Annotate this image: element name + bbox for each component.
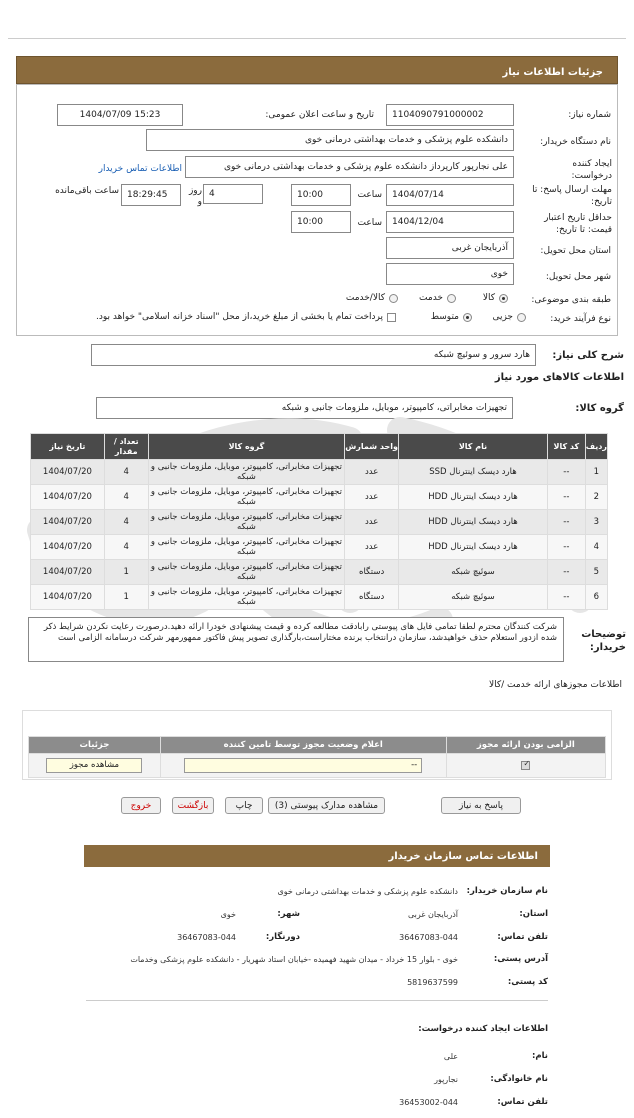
fax-value: 36467083-044 xyxy=(177,933,236,942)
postal-value: 5819637599 xyxy=(407,978,458,987)
row-number-cell: 1 xyxy=(585,460,607,485)
quantity-cell: 4 xyxy=(104,460,148,485)
summary-label: شرح کلی نیاز: xyxy=(552,350,624,361)
radio-icon[interactable] xyxy=(389,294,398,303)
creator-label: ایجاد کننده درخواست: xyxy=(571,159,612,181)
table-row xyxy=(31,535,608,560)
deadline-label: مهلت ارسال پاسخ: تا تاریخ: xyxy=(532,185,612,207)
deadline-time-field: 10:00 xyxy=(291,184,351,206)
creator-info-title: اطلاعات ایجاد کننده درخواست: xyxy=(418,1024,548,1034)
postal-label: کد پستی: xyxy=(507,977,548,987)
buyer-contact-link[interactable]: اطلاعات تماس خریدار xyxy=(98,164,182,174)
group-cell: تجهیزات مخابراتی، کامپیوتر، موبایل، ملزومات جانبی و شبکه xyxy=(148,460,345,485)
col-unit: واحد شمارش xyxy=(345,434,399,460)
quantity-cell: 1 xyxy=(104,560,148,585)
col-code: کد کالا xyxy=(547,434,585,460)
contact-title: اطلاعات تماس سازمان خریدار xyxy=(84,845,550,867)
need-date-cell: 1404/07/20 xyxy=(31,560,105,585)
name-value: علی xyxy=(443,1052,458,1061)
col-name: نام کالا xyxy=(399,434,548,460)
deadline-time-label: ساعت xyxy=(357,190,382,200)
col-date: تاریخ نیاز xyxy=(31,434,105,460)
need-date-cell: 1404/07/20 xyxy=(31,485,105,510)
province-contact-value: آذربایجان غربی xyxy=(407,910,458,919)
validity-label: حداقل تاریخ اعتبار قیمت: تا تاریخ: xyxy=(544,213,612,235)
view-permit-button[interactable]: مشاهده مجوز xyxy=(46,758,142,773)
creator-phone-value: 36453002-044 xyxy=(399,1098,458,1107)
quantity-cell: 1 xyxy=(104,585,148,610)
process-option-medium[interactable]: متوسط xyxy=(431,312,472,322)
quantity-cell: 4 xyxy=(104,485,148,510)
checkbox-icon[interactable] xyxy=(387,313,396,322)
table-row xyxy=(31,560,608,585)
group-cell: تجهیزات مخابراتی، کامپیوتر، موبایل، ملزومات جانبی و شبکه xyxy=(148,535,345,560)
address-value: خوی - بلوار 15 خرداد - میدان شهید فهمیده -خیابان استاد شهریار - دانشکده علوم پزشکی وخدمات xyxy=(130,955,458,964)
exit-button[interactable]: خروج xyxy=(121,797,161,814)
category-option-goods[interactable]: کالا xyxy=(483,293,508,303)
row-number-cell: 5 xyxy=(585,560,607,585)
back-button[interactable]: بازگشت xyxy=(172,797,214,814)
fax-label: دورنگار: xyxy=(265,932,300,942)
remaining-label: ساعت باقی‌مانده xyxy=(55,186,119,196)
row-number-cell: 3 xyxy=(585,510,607,535)
col-group: گروه کالا xyxy=(148,434,345,460)
announce-label: تاریخ و ساعت اعلان عمومی: xyxy=(265,110,374,120)
group-cell: تجهیزات مخابراتی، کامپیوتر، موبایل، ملزومات جانبی و شبکه xyxy=(148,485,345,510)
permits-col-details: جزئیات xyxy=(29,737,161,754)
org-value: دانشکده علوم پزشکی و خدمات بهداشتی درمانی خوی xyxy=(277,887,458,896)
creator-phone-label: تلفن تماس: xyxy=(497,1097,548,1107)
item-name-cell: سوئیچ شبکه xyxy=(399,585,548,610)
permits-table xyxy=(28,736,606,778)
row-number-cell: 4 xyxy=(585,535,607,560)
city-contact-label: شهر: xyxy=(277,909,300,919)
unit-cell: عدد xyxy=(345,535,399,560)
city-field: خوی xyxy=(386,263,514,285)
quantity-cell: 4 xyxy=(104,535,148,560)
item-code-cell: -- xyxy=(547,585,585,610)
city-contact-value: خوی xyxy=(220,910,236,919)
radio-selected-icon[interactable] xyxy=(499,294,508,303)
table-header-row xyxy=(31,434,608,460)
item-code-cell: -- xyxy=(547,510,585,535)
goods-group-label: گروه کالا: xyxy=(575,403,624,414)
unit-cell: عدد xyxy=(345,460,399,485)
item-code-cell: -- xyxy=(547,485,585,510)
need-date-cell: 1404/07/20 xyxy=(31,510,105,535)
org-label: نام سازمان خریدار: xyxy=(466,886,548,896)
province-contact-label: استان: xyxy=(519,909,548,919)
province-label: استان محل تحویل: xyxy=(540,246,611,256)
phone-label: تلفن تماس: xyxy=(497,932,548,942)
item-code-cell: -- xyxy=(547,535,585,560)
permits-col-required: الزامی بودن ارائه مجوز xyxy=(446,737,605,754)
reply-button[interactable]: پاسخ به نیاز xyxy=(441,797,521,814)
need-date-cell: 1404/07/20 xyxy=(31,535,105,560)
permits-title: اطلاعات مجوزهای ارائه خدمت /کالا xyxy=(488,680,622,690)
need-number-field: 1104090791000002 xyxy=(386,104,514,126)
table-row xyxy=(31,510,608,535)
goods-info-title: اطلاعات کالاهای مورد نیاز xyxy=(494,372,624,383)
radio-selected-icon[interactable] xyxy=(463,313,472,322)
checked-checkbox-icon: ✓ xyxy=(523,758,531,768)
permits-col-status: اعلام وضعیت مجوز توسط تامین کننده xyxy=(160,737,446,754)
row-number-cell: 2 xyxy=(585,485,607,510)
remaining-time-field: 18:29:45 xyxy=(121,184,181,206)
unit-cell: دستگاه xyxy=(345,560,399,585)
validity-date-field: 1404/12/04 xyxy=(386,211,514,233)
city-label: شهر محل تحویل: xyxy=(545,272,611,282)
unit-cell: دستگاه xyxy=(345,585,399,610)
category-option-service[interactable]: خدمت xyxy=(419,293,456,303)
family-value: نجارپور xyxy=(434,1075,458,1084)
days-label: روز و xyxy=(188,186,202,207)
need-number-label: شماره نیاز: xyxy=(568,110,611,120)
announce-field: 1404/07/09 15:23 xyxy=(57,104,183,126)
buyer-notes-label: توضیحات خریدار: xyxy=(581,629,626,653)
table-row xyxy=(31,460,608,485)
table-row xyxy=(31,485,608,510)
group-cell: تجهیزات مخابراتی، کامپیوتر، موبایل، ملزومات جانبی و شبکه xyxy=(148,585,345,610)
address-label: آدرس پستی: xyxy=(493,954,548,964)
process-label: نوع فرآیند خرید: xyxy=(550,314,611,324)
row-number-cell: 6 xyxy=(585,585,607,610)
phone-value: 36467083-044 xyxy=(399,933,458,942)
contact-divider xyxy=(86,1000,548,1001)
print-button[interactable]: چاپ xyxy=(225,797,263,814)
deadline-date-field: 1404/07/14 xyxy=(386,184,514,206)
permit-status-cell xyxy=(160,754,446,778)
days-field: 4 xyxy=(203,184,263,204)
col-qty: تعداد / مقدار xyxy=(104,434,148,460)
category-label: طبقه بندی موضوعی: xyxy=(531,295,611,305)
permit-details-cell xyxy=(29,754,161,778)
table-row xyxy=(31,585,608,610)
province-field: آذربایجان غربی xyxy=(386,237,514,259)
goods-group-field: تجهیزات مخابراتی، کامپیوتر، موبایل، ملزومات جانبی و شبکه xyxy=(96,397,513,419)
radio-icon[interactable] xyxy=(447,294,456,303)
radio-icon[interactable] xyxy=(517,313,526,322)
name-label: نام: xyxy=(531,1051,548,1061)
attachments-button[interactable]: مشاهده مدارک پیوستی (3) xyxy=(268,797,385,814)
item-code-cell: -- xyxy=(547,460,585,485)
creator-field: علی نجارپور کارپرداز دانشکده علوم پزشکی و خدمات بهداشتی درمانی خوی xyxy=(185,156,514,178)
unit-cell: عدد xyxy=(345,510,399,535)
unit-cell: عدد xyxy=(345,485,399,510)
treasury-payment-option[interactable]: پرداخت تمام یا بخشی از مبلغ خرید،از محل "اسناد خزانه اسلامی" خواهد بود. xyxy=(96,312,396,322)
item-name-cell: هارد دیسک اینترنال HDD xyxy=(399,510,548,535)
buyer-org-field: دانشکده علوم پزشکی و خدمات بهداشتی درمانی خوی xyxy=(146,129,514,151)
validity-time-field: 10:00 xyxy=(291,211,351,233)
permit-status-field[interactable]: -- xyxy=(184,758,422,773)
items-table xyxy=(30,433,608,610)
item-code-cell: -- xyxy=(547,560,585,585)
process-option-minor[interactable]: جزیی xyxy=(492,312,526,322)
validity-time-label: ساعت xyxy=(357,218,382,228)
category-option-both[interactable]: کالا/خدمت xyxy=(346,293,398,303)
group-cell: تجهیزات مخابراتی، کامپیوتر، موبایل، ملزومات جانبی و شبکه xyxy=(148,510,345,535)
col-row: ردیف xyxy=(585,434,607,460)
summary-field: هارد سرور و سوئیچ شبکه xyxy=(91,344,536,366)
item-name-cell: هارد دیسک اینترنال SSD xyxy=(399,460,548,485)
group-cell: تجهیزات مخابراتی، کامپیوتر، موبایل، ملزومات جانبی و شبکه xyxy=(148,560,345,585)
quantity-cell: 4 xyxy=(104,510,148,535)
table-row xyxy=(29,754,606,778)
top-divider xyxy=(8,38,626,39)
need-date-cell: 1404/07/20 xyxy=(31,460,105,485)
item-name-cell: هارد دیسک اینترنال HDD xyxy=(399,535,548,560)
item-name-cell: هارد دیسک اینترنال HDD xyxy=(399,485,548,510)
permit-required-cell xyxy=(446,754,605,778)
buyer-notes-field: شرکت کنندگان محترم لطفا تمامی فایل های پیوستی رابادقت مطالعه کرده و قیمت پیشنهادی خودرا ارائه دهید.درصورت رعایت نکردن شرایط ذکر شده ازدور استعلام حذف خواهیدشد، سازمان درانتخاب برنده مختاراست،بارگذاری تصویر پیش فاکتور ممهورمهر شرکت درسامانه الزامی است xyxy=(28,617,564,662)
item-name-cell: سوئیچ شبکه xyxy=(399,560,548,585)
buyer-org-label: نام دستگاه خریدار: xyxy=(540,137,611,147)
page-title: جزئیات اطلاعات نیاز xyxy=(16,56,618,84)
family-label: نام خانوادگی: xyxy=(490,1074,548,1084)
need-date-cell: 1404/07/20 xyxy=(31,585,105,610)
